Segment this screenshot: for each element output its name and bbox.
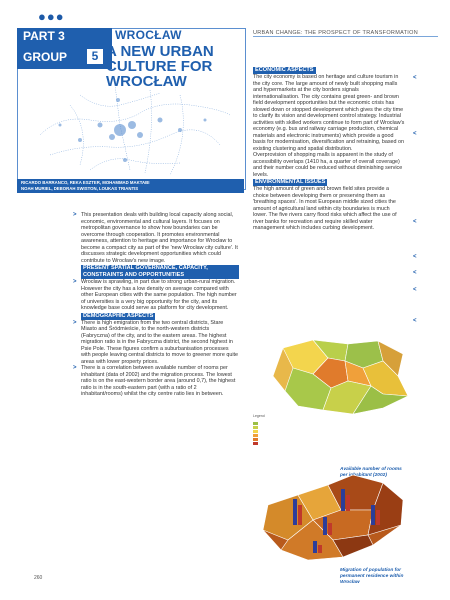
map-legend: [253, 420, 273, 460]
side-arrow-icon: <: [413, 254, 417, 260]
header-divider: [253, 36, 438, 37]
left-column: [73, 212, 239, 398]
right-column: [253, 66, 405, 232]
authors-line-2: NOAH MURIEL, DEBORAH SWISTON, LOUKAS TRIANTIS: [21, 186, 139, 191]
economic-paragraph-1: The city economy is based on heritage and culture tourism in the city core. The large amount of newly built shopping malls and hypermarkets at the city borders signals internationalisation. The city contains great green- and brown field development opportunities but the economic crisis has slowed down or stopped development which gives the city time to clarify its vision and development control strategy. Industrial activities with skilled workers continue to form part of Wrocław's economy (e.g. bus and railway carriage production, chemical materials and electronic instruments) which provide a good basis for modernisation, diversification and retraining, based on existing clustering and spatial distribution.: [253, 74, 405, 152]
legend-title: Legend: [253, 414, 265, 418]
demographic-paragraph-2: There is a correlation between available number of rooms per inhabitant (data of 2002) and the migration process. The lowest ratio is on the east-western border area (around 0,7), the highest ratio is in the south-eastern part (with a ratio of 2 inhabitant/rooms) whilst the city centre ratio lies in between.: [81, 365, 236, 397]
bullet-arrow-icon: >: [73, 319, 77, 326]
bullet-arrow-icon: >: [73, 279, 77, 285]
heading-environmental: ENVIRONMENTAL ISSUES: [255, 179, 326, 185]
side-arrow-icon: <: [413, 219, 417, 225]
map2-caption: Migration of population for permanent residence within Wrocław: [340, 568, 404, 585]
side-arrow-icon: <: [413, 287, 417, 293]
city-label: WROCŁAW: [115, 28, 182, 42]
bullet-arrow-icon: >: [73, 212, 77, 218]
authors-line-1: RICARDO BARRANCO, REKA ESZTER, MOHAMMAD MAKTABI: [21, 180, 150, 185]
running-header: URBAN CHANGE: THE PROSPECT OF TRANSFORMATION: [253, 30, 418, 36]
side-arrow-icon: <: [413, 131, 417, 137]
page-title: A NEW URBAN CULTURE FOR WROCŁAW: [106, 43, 214, 90]
side-arrow-icon: <: [413, 318, 417, 324]
group-label: GROUP: [23, 50, 68, 64]
spatial-paragraph: Wrocław is sprawling, in part due to strong urban-rural migration. However the city has a low density on average compared with other European cities with the same population. The high number of universities is a very big opportunity for the city, and its knowledge base could serve as platform for city development.: [81, 279, 237, 311]
group-number: 5: [87, 49, 103, 64]
heading-spatial: PRESENT SPATIAL GOVERNANCE, CAPACITY, CONSTRAINTS AND OPPORTUNITIES: [81, 265, 239, 279]
rooms-per-inhabitant-map: [253, 336, 413, 416]
heading-demographic: DEMOGRAPHIC ASPECTS: [83, 312, 154, 319]
side-arrow-icon: <: [413, 75, 417, 81]
dotted-city-map: [20, 75, 240, 180]
side-arrow-icon: <: [413, 270, 417, 276]
migration-map: [253, 465, 413, 565]
economic-paragraph-2: Overprovision of shopping malls is apparent in the study of accessibility overlaps (1410 ha, a quarter of overall coverage) and their number could be reduced without diminishing service levels.: [253, 152, 403, 178]
map1-caption: Available number of rooms per inhabitant (2002): [340, 467, 402, 478]
heading-economic: ECONOMIC ASPECTS: [255, 67, 314, 73]
page-number: 260: [34, 575, 43, 581]
demographic-paragraph-1: There is high emigration from the two central districts, Stare Miasto and Śródmieście, to the north-western districts (Fabryczna) of the city, and to the eastern areas. The highest migration ratio is in the Fabryczna district, the second highest in Psie Pole. These figures confirm a suburbanisation processes with people leaving central districts to move to greener more quite areas with lower property prices.: [81, 319, 239, 365]
header-dots: ●●●: [38, 9, 65, 24]
part-label: PART 3: [23, 29, 65, 43]
authors-bar: [17, 179, 244, 193]
bullet-arrow-icon: >: [73, 365, 77, 371]
environmental-paragraph: The high amount of green and brown field sites provide a choice between developing them or preserving them as 'breathing spaces'. In most European middle sized cities the amount of agricultural land within city boundaries is much lower. The five rivers carry flood risks which affect the use of river banks for recreation and require skilled water management which includes curbing development.: [253, 186, 397, 231]
intro-paragraph: This presentation deals with building local capacity along social, economic, environmental and cultural layers. It focuses on metropolitan governance to show how boundaries can be overcome through cooperation. It promotes environmental awareness, attention to heritage and importance for Wrocław to become a compact city as part of the 'new Wrocław city culture'. It discusses strategic development opportunities which could contribute to Wrocław's new image.: [81, 212, 238, 264]
